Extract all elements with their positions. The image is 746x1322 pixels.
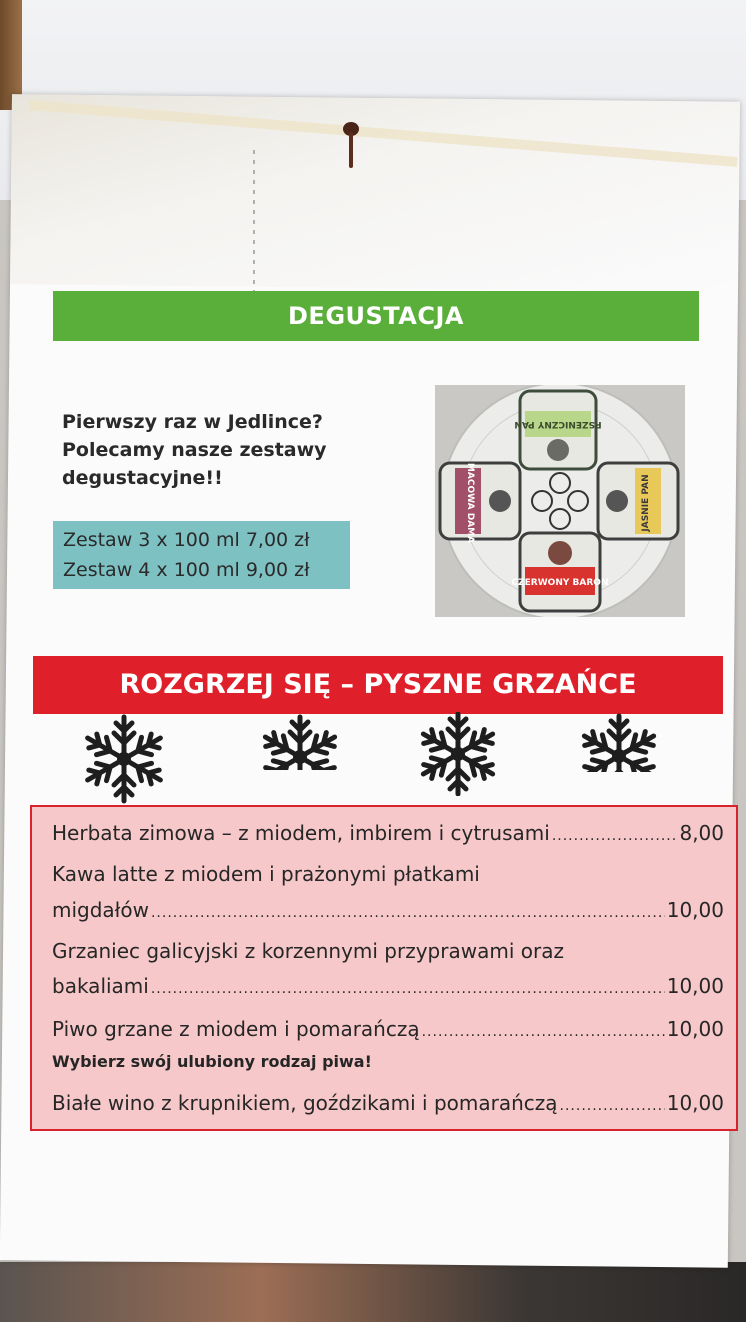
svg-text:CZERWONY BARON: CZERWONY BARON <box>511 578 609 588</box>
intro-line: degustacyjne!! <box>62 467 223 489</box>
coaster-label-bottom <box>512 533 609 611</box>
menu-item-piwo <box>52 1017 724 1041</box>
menu-item-price: 10,00 <box>666 898 724 922</box>
snowflake-icon <box>76 714 172 804</box>
snowflake-icon <box>254 712 346 770</box>
leader-dots <box>560 1098 665 1114</box>
menu-item-name: Białe wino z krupnikiem, goździkami i pomarańczą <box>52 1091 558 1115</box>
menu-item-price: 10,00 <box>666 1017 724 1041</box>
leader-dots <box>552 828 678 844</box>
perforation-line <box>253 150 255 310</box>
tasting-sets-box <box>53 521 350 589</box>
snowflake-icon <box>572 712 666 772</box>
menu-item-price: 10,00 <box>666 1091 724 1115</box>
coaster-label-left <box>440 463 520 543</box>
intro-line: Pierwszy raz w Jedlince? <box>62 411 323 433</box>
menu-item-name: bakaliami <box>52 974 149 998</box>
leader-dots <box>151 981 665 997</box>
leader-dots <box>151 905 665 921</box>
grzance-menu-box <box>30 805 738 1131</box>
binding-pin-icon <box>342 120 360 172</box>
menu-item-grzaniec <box>52 974 724 998</box>
menu-item-price: 8,00 <box>679 821 724 845</box>
svg-text:JASNIE PAN: JASNIE PAN <box>641 474 651 532</box>
intro-line: Polecamy nasze zestawy <box>62 439 327 461</box>
menu-item-piwo-note: Wybierz swój ulubiony rodzaj piwa! <box>52 1052 372 1071</box>
svg-text:MACOWA DAMA: MACOWA DAMA <box>465 462 475 544</box>
tasting-coaster-image <box>435 385 685 617</box>
coaster-label-right <box>598 463 678 539</box>
menu-item-herbata <box>52 821 724 845</box>
grzance-heading: ROZGRZEJ SIĘ – PYSZNE GRZAŃCE <box>33 656 723 714</box>
menu-item-kawa-line1: Kawa latte z miodem i prażonymi płatkami <box>52 862 480 886</box>
tasting-set-3: Zestaw 3 x 100 ml 7,00 zł <box>63 529 310 551</box>
degustacja-heading: DEGUSTACJA <box>53 291 699 341</box>
menu-item-grzaniec-line1: Grzaniec galicyjski z korzennymi przyprawami oraz <box>52 939 564 963</box>
menu-item-price: 10,00 <box>666 974 724 998</box>
menu-item-name: Piwo grzane z miodem i pomarańczą <box>52 1017 420 1041</box>
table-surface <box>0 1262 746 1322</box>
menu-item-name: migdałów <box>52 898 149 922</box>
menu-item-kawa <box>52 898 724 922</box>
tasting-coaster-photo <box>435 385 685 617</box>
leader-dots <box>422 1024 665 1040</box>
sheet-shadow <box>10 94 740 292</box>
degustacja-intro <box>62 408 362 492</box>
coaster-label-top <box>514 391 601 469</box>
menu-item-name: Herbata zimowa – z miodem, imbirem i cytrusami <box>52 821 550 845</box>
menu-item-wino <box>52 1091 724 1115</box>
svg-text:PSZENICZNY PAN: PSZENICZNY PAN <box>514 419 602 429</box>
tasting-set-4: Zestaw 4 x 100 ml 9,00 zł <box>63 559 310 581</box>
snowflake-icon <box>410 712 506 796</box>
